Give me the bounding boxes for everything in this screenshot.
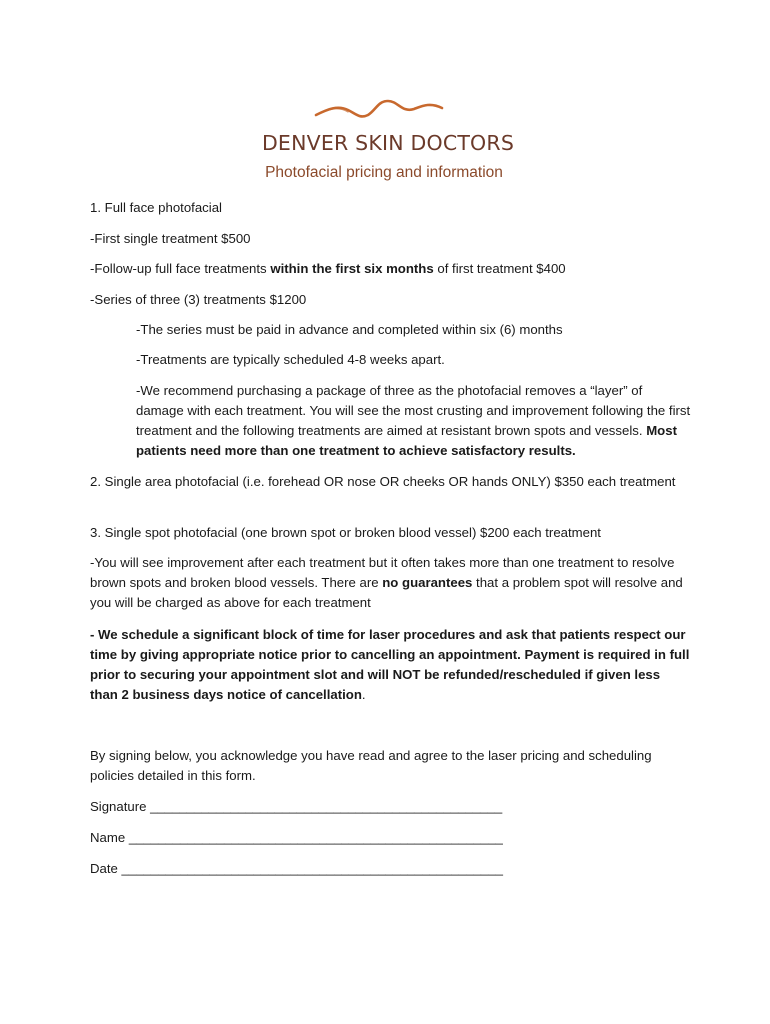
series-price: -Series of three (3) treatments $1200 xyxy=(90,292,307,307)
series-paid-note: -The series must be paid in advance and completed within six (6) months xyxy=(136,322,563,337)
followup-bold: within the first six months xyxy=(270,261,434,276)
recommendation-bold: Most patients need more than one treatment to achieve satisfactory results. xyxy=(136,423,677,458)
recommendation-text: -We recommend purchasing a package of three as the photofacial removes a “layer” of damage with each treatment. You will see the most crusting and improvement following the first treatment and the following treatments are aimed at resistant brown spots and vessels. xyxy=(136,383,691,438)
section2-single-area: 2. Single area photofacial (i.e. forehead OR nose OR cheeks OR hands ONLY) $350 each treatment xyxy=(90,474,676,489)
followup-price xyxy=(90,259,690,279)
logo-wave-icon xyxy=(314,94,444,124)
scheduling-note: -Treatments are typically scheduled 4-8 weeks apart. xyxy=(136,352,445,367)
date-line[interactable]: Date ____________________________________________________ xyxy=(90,861,503,876)
followup-prefix: -Follow-up full face treatments xyxy=(90,261,271,276)
section1-heading: 1. Full face photofacial xyxy=(90,200,222,215)
improvement-prefix: -You will see improvement after each treatment but it often takes more than one treatment to resolve brown spots and broken blood vessels. There are xyxy=(90,555,675,590)
cancellation-policy-end: . xyxy=(361,687,366,702)
brand-name: DENVER SKIN DOCTORS xyxy=(261,131,515,155)
acknowledgement: By signing below, you acknowledge you have read and agree to the laser pricing and scheduling policies detailed in this form. xyxy=(90,748,652,783)
improvement-suffix: that a problem spot will resolve and you will be charged as above for each treatment xyxy=(90,575,683,610)
section3-single-spot: 3. Single spot photofacial (one brown spot or broken blood vessel) $200 each treatment xyxy=(90,525,601,540)
improvement-note xyxy=(90,553,690,613)
name-line[interactable]: Name ___________________________________________________ xyxy=(90,830,503,845)
recommendation-note xyxy=(136,381,691,461)
signature-line[interactable]: Signature ________________________________________________ xyxy=(90,799,503,814)
no-guarantees-bold: no guarantees xyxy=(382,575,473,590)
cancellation-policy-bold: - We schedule a significant block of time for laser procedures and ask that patients respect our time by giving appropriate notice prior to cancelling an appointment. Payment is required in full prior to securing your appointment slot and will NOT be refunded/rescheduled if given less than 2 business days notice of cancellation xyxy=(90,627,690,702)
page-subtitle: Photofacial pricing and information xyxy=(265,164,503,181)
first-treatment-price: -First single treatment $500 xyxy=(90,231,251,246)
followup-suffix: of first treatment $400 xyxy=(433,261,566,276)
cancellation-policy xyxy=(90,625,690,705)
